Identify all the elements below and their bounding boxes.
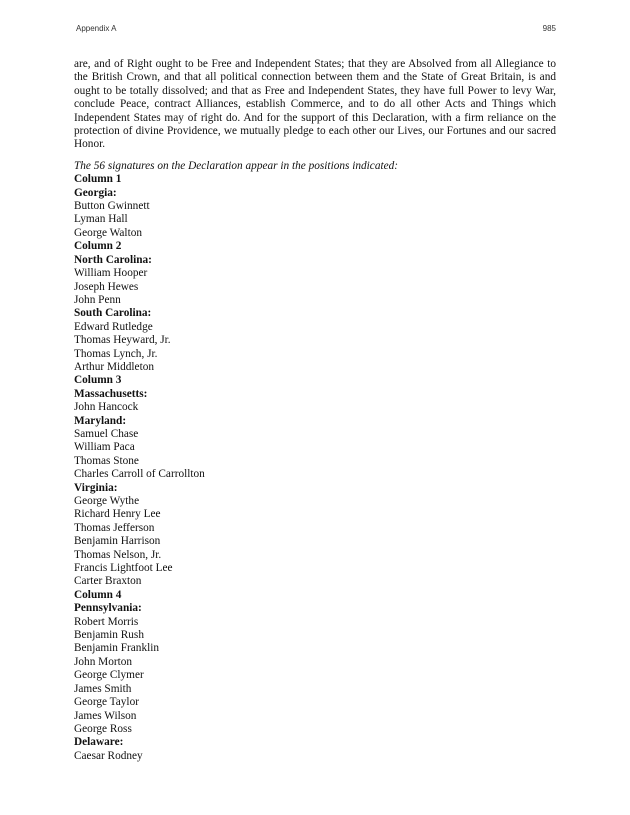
page-number: 985 xyxy=(542,24,556,33)
signer-name: Richard Henry Lee xyxy=(74,508,161,521)
signatures-intro: The 56 signatures on the Declaration appear in the positions indicated: xyxy=(74,159,399,172)
signature-group-heading: Pennsylvania: xyxy=(74,602,142,615)
signer-name: William Paca xyxy=(74,441,135,454)
signature-group-heading: North Carolina: xyxy=(74,253,152,266)
signature-group-heading: South Carolina: xyxy=(74,307,152,320)
signer-name: George Clymer xyxy=(74,669,144,682)
signature-group-heading: Maryland: xyxy=(74,414,127,427)
signer-name: Carter Braxton xyxy=(74,575,142,588)
signer-name: George Taylor xyxy=(74,696,139,709)
signer-name: Thomas Lynch, Jr. xyxy=(74,347,158,360)
signer-name: Arthur Middleton xyxy=(74,360,155,373)
signer-name: George Wythe xyxy=(74,495,140,507)
signature-group-heading: Column 4 xyxy=(74,588,122,601)
signature-group-heading: Georgia: xyxy=(74,186,117,199)
signer-name: Benjamin Harrison xyxy=(74,535,161,548)
signer-name: James Smith xyxy=(74,682,132,695)
signer-name: James Wilson xyxy=(74,709,137,722)
signature-group-heading: Column 2 xyxy=(74,240,122,253)
signer-name: John Morton xyxy=(74,655,133,668)
signer-name: Lyman Hall xyxy=(74,213,128,226)
signer-name: Thomas Heyward, Jr. xyxy=(74,334,171,347)
signature-group-heading: Delaware: xyxy=(74,736,124,749)
signature-group-heading: Virginia: xyxy=(74,481,118,494)
signer-name: Joseph Hewes xyxy=(74,280,139,293)
signer-name: John Penn xyxy=(74,293,121,306)
signer-name: Thomas Stone xyxy=(74,454,139,467)
declaration-closing-paragraph: are, and of Right ought to be Free and Independent States; that they are Absolved from all Allegiance to the British Crown, and that all political connection between them and the State of Great Britain, is and ought to be totally dissolved; and that as Free and Independent States, they have full Power to levy War, conclude Peace, contract Alliances, establish Commerce, and to do all other Acts and Things which Independent States may of right do. And for the support of this Declaration, with a firm reliance on the protection of divine Providence, we mutually pledge to each other our Lives, our Fortunes and our sacred Honor. xyxy=(74,58,556,151)
signature-group-heading: Column 1 xyxy=(74,173,122,186)
signer-name: Francis Lightfoot Lee xyxy=(74,562,173,575)
signatures-list xyxy=(74,173,556,763)
signer-name: Charles Carroll of Carrollton xyxy=(74,468,205,481)
page-header xyxy=(76,24,556,36)
signature-group-heading: Massachusetts: xyxy=(74,387,148,400)
running-header-title: Appendix A xyxy=(76,24,117,33)
signer-name: Benjamin Franklin xyxy=(74,642,160,655)
signer-name: Benjamin Rush xyxy=(74,629,144,642)
signer-name: Thomas Nelson, Jr. xyxy=(74,548,162,561)
signer-name: Samuel Chase xyxy=(74,427,139,440)
signer-name: George Walton xyxy=(74,226,143,239)
signer-name: Button Gwinnett xyxy=(74,200,150,213)
signer-name: Caesar Rodney xyxy=(74,749,143,762)
signer-name: Edward Rutledge xyxy=(74,320,153,333)
signer-name: William Hooper xyxy=(74,267,148,280)
signer-name: George Ross xyxy=(74,722,132,735)
signer-name: Thomas Jefferson xyxy=(74,521,155,534)
signer-name: Robert Morris xyxy=(74,615,139,628)
page-content xyxy=(74,58,556,763)
signature-group-heading: Column 3 xyxy=(74,374,122,387)
signer-name: John Hancock xyxy=(74,401,139,414)
